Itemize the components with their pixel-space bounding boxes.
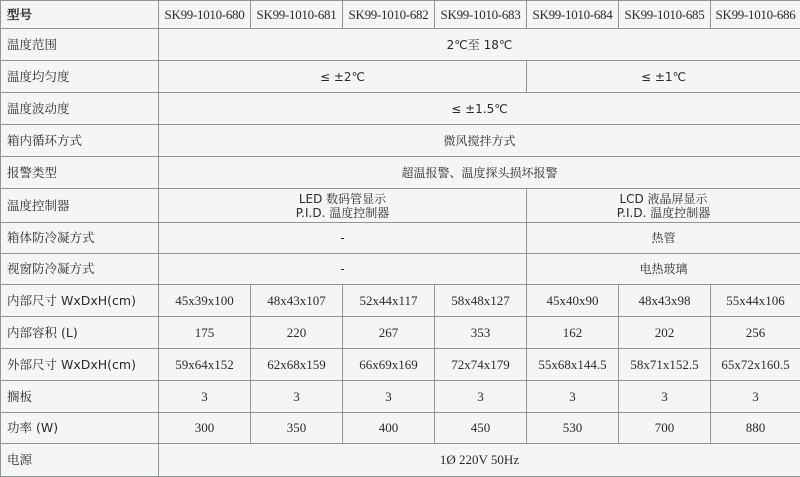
window-anticondensation-row: [1, 254, 800, 285]
shelves-cell: 3: [159, 381, 251, 413]
outer-size-cell: 55x68x144.5: [527, 349, 619, 381]
model-cell: SK99-1010-686: [711, 1, 800, 29]
inner-size-row: [1, 285, 800, 317]
inner-size-cell: 45x40x90: [527, 285, 619, 317]
inner-size-cell: 48x43x107: [251, 285, 343, 317]
temp-fluctuation-row: [1, 93, 800, 125]
power-cell: 450: [435, 413, 527, 444]
controller-left-line2: P.I.D. 温度控制器: [295, 205, 390, 220]
model-cell: SK99-1010-680: [159, 1, 251, 29]
power-supply-row: [1, 444, 800, 477]
window-anticondensation-left: -: [159, 254, 527, 285]
row-label: 外部尺寸 WxDxH(cm): [1, 349, 159, 381]
power-cell: 880: [711, 413, 800, 444]
controller-right-line1: LCD 液晶屏显示: [619, 191, 708, 206]
volume-cell: 353: [435, 317, 527, 349]
row-label: 功率 (W): [1, 413, 159, 444]
cabinet-anticondensation-left: -: [159, 223, 527, 254]
volume-cell: 175: [159, 317, 251, 349]
model-cell: SK99-1010-683: [435, 1, 527, 29]
inner-size-cell: 52x44x117: [343, 285, 435, 317]
model-cell: SK99-1010-681: [251, 1, 343, 29]
shelves-cell: 3: [711, 381, 800, 413]
volume-row: [1, 317, 800, 349]
model-cell: SK99-1010-684: [527, 1, 619, 29]
row-label: 视窗防冷凝方式: [1, 254, 159, 285]
volume-cell: 162: [527, 317, 619, 349]
power-cell: 700: [619, 413, 711, 444]
controller-right-line2: P.I.D. 温度控制器: [616, 205, 711, 220]
temp-uniformity-row: [1, 61, 800, 93]
temp-uniformity-left: ≤ ±2℃: [159, 61, 527, 93]
shelves-cell: 3: [527, 381, 619, 413]
controller-left: [159, 189, 527, 223]
circulation-row: [1, 125, 800, 157]
row-label: 电源: [1, 444, 159, 477]
alarm-value: 超温报警、温度探头损坏报警: [159, 157, 800, 189]
row-label: 温度控制器: [1, 189, 159, 223]
inner-size-cell: 48x43x98: [619, 285, 711, 317]
power-cell: 300: [159, 413, 251, 444]
shelves-cell: 3: [619, 381, 711, 413]
row-label: 报警类型: [1, 157, 159, 189]
power-cell: 530: [527, 413, 619, 444]
temp-range-value: 2℃至 18℃: [159, 29, 800, 61]
volume-cell: 267: [343, 317, 435, 349]
controller-right: [527, 189, 800, 223]
cabinet-anticondensation-right: 热管: [527, 223, 800, 254]
inner-size-cell: 58x48x127: [435, 285, 527, 317]
inner-size-cell: 45x39x100: [159, 285, 251, 317]
model-cell: SK99-1010-685: [619, 1, 711, 29]
volume-cell: 220: [251, 317, 343, 349]
temp-range-row: [1, 29, 800, 61]
outer-size-cell: 66x69x169: [343, 349, 435, 381]
row-label: 温度范围: [1, 29, 159, 61]
header-row: [1, 1, 800, 29]
row-label: 内部尺寸 WxDxH(cm): [1, 285, 159, 317]
temp-fluctuation-value: ≤ ±1.5℃: [159, 93, 800, 125]
controller-left-line1: LED 数码管显示: [298, 191, 387, 206]
shelves-row: [1, 381, 800, 413]
row-label: 搁板: [1, 381, 159, 413]
row-label: 温度波动度: [1, 93, 159, 125]
cabinet-anticondensation-row: [1, 223, 800, 254]
shelves-cell: 3: [435, 381, 527, 413]
circulation-value: 微风搅拌方式: [159, 125, 800, 157]
shelves-cell: 3: [343, 381, 435, 413]
alarm-row: [1, 157, 800, 189]
outer-size-cell: 72x74x179: [435, 349, 527, 381]
power-cell: 350: [251, 413, 343, 444]
outer-size-cell: 65x72x160.5: [711, 349, 800, 381]
power-cell: 400: [343, 413, 435, 444]
outer-size-cell: 62x68x159: [251, 349, 343, 381]
volume-cell: 256: [711, 317, 800, 349]
model-label: 型号: [1, 1, 159, 29]
row-label: 内部容积 (L): [1, 317, 159, 349]
outer-size-row: [1, 349, 800, 381]
outer-size-cell: 59x64x152: [159, 349, 251, 381]
row-label: 箱内循环方式: [1, 125, 159, 157]
inner-size-cell: 55x44x106: [711, 285, 800, 317]
power-supply-value: 1Ø 220V 50Hz: [159, 444, 800, 477]
row-label: 箱体防冷凝方式: [1, 223, 159, 254]
model-cell: SK99-1010-682: [343, 1, 435, 29]
window-anticondensation-right: 电热玻璃: [527, 254, 800, 285]
row-label: 温度均匀度: [1, 61, 159, 93]
outer-size-cell: 58x71x152.5: [619, 349, 711, 381]
controller-row: [1, 189, 800, 223]
volume-cell: 202: [619, 317, 711, 349]
shelves-cell: 3: [251, 381, 343, 413]
power-row: [1, 413, 800, 444]
temp-uniformity-right: ≤ ±1℃: [527, 61, 800, 93]
